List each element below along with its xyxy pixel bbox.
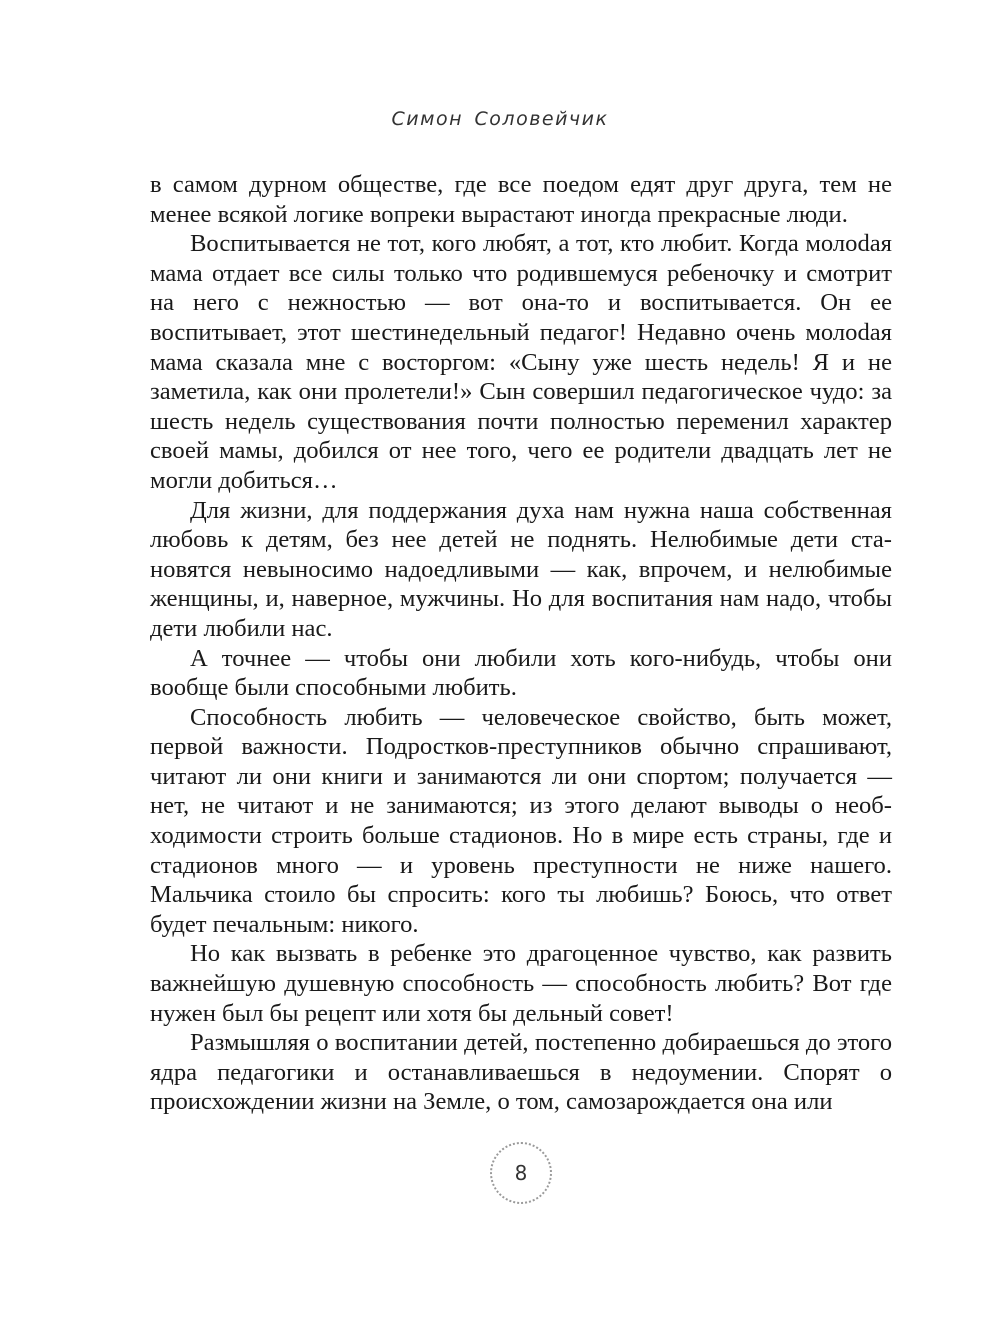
paragraph: Воспитывается не тот, кого любят, а тот, кто любит. Когда молоdая мама отдает все силы только что родившемуся ребеночку и смотрит на него с нежностью — вот она-то и воспитывается. Он ее воспитывает, этот шестинедельный педагог! Недавно очень молоdая мама сказала мне с восторгом: «Сыну уже шесть недель! Я и не заметила, как они пролетели!» Сын совершил педагогическое чудо: за шесть недель существования почти полностью переменил характер своей мамы, добился от нее того, чего ее родители двадцать лет не могли добиться… xyxy=(150,230,892,494)
page-number: 8 xyxy=(490,1142,552,1204)
paragraph: Но как вызвать в ребенке это драгоценное чувство, как развить важнейшую душевную способность — способность любить? Вот где нужен был бы рецепт или хотя бы дельный совет! xyxy=(150,940,892,1027)
paragraph: Размышляя о воспитании детей, постепенно добираешься до этого ядра педагогики и останавливаешься в недоумении. Спорят о происхождении жизни на Земле, о том, самозарождается она или xyxy=(150,1029,892,1116)
paragraph: Для жизни, для поддержания духа нам нужна наша собственная любовь к детям, без нее детей не поднять. Нелюбимые дети становятся невыносимо надоедливыми — как, впрочем, и нелюбимые женщины, и, наверное, мужчины. Но для воспитания нам надо, чтобы дети любили нас. xyxy=(150,496,892,642)
paragraph: А точнее — чтобы они любили хоть кого-нибудь, чтобы они вообще были способными любить. xyxy=(150,644,892,702)
paragraph-continuation: в самом дурном обществе, где все поедом едят друг друга, тем не менее всякой логике вопреки вырастают иногда прекрасные люди. xyxy=(150,171,892,228)
paragraph: Способность любить — человеческое свойство, быть может, первой важности. Подростков-преступников обычно спрашивают, читают ли они книги и занимаются ли они спортом; получается — нет, не читают и не занимаются; из этого делают выводы о необходимости строить больше стадионов. Но в мире есть страны, где и стадионов много — и уровень преступности не ниже нашего. Мальчика стоило бы спросить: кого ты любишь? Боюсь, что ответ будет печальным: никого. xyxy=(150,703,892,938)
body-text xyxy=(150,170,892,1117)
running-header: Симон Соловейчик xyxy=(391,108,609,130)
